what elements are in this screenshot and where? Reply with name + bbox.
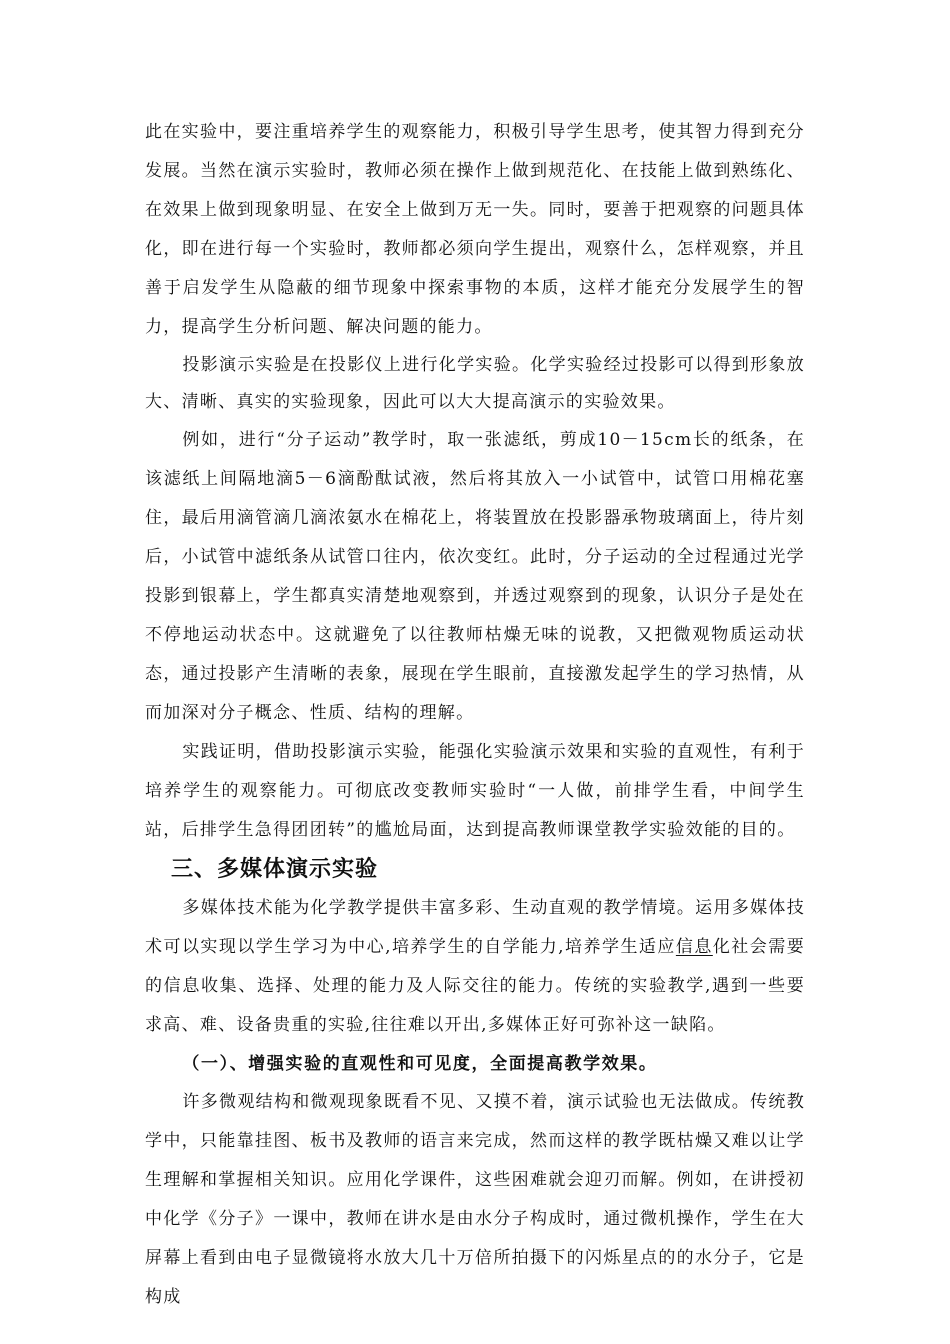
paragraph-multimedia-text-1: 多媒体技术能为化学教学提供丰富多彩、生动直观的教学情境。运用多媒体技术可以实现以学生学习为中心,培养学生的自学能力,培养学生适应 (145, 898, 805, 957)
document-body (145, 113, 805, 1317)
paragraph-multimedia-text-2: 化社会需要的信息收集、选择、处理的能力及人际交往的能力。传统的实验教学,遇到一些要求高、难、设备贵重的实验,往往难以开出,多媒体正好可弥补这一缺陷。 (145, 937, 806, 1035)
paragraph-micro-structures: 许多微观结构和微观现象既看不见、又摸不着，演示试验也无法做成。传统教学中，只能靠挂图、板书及教师的语言来完成，然而这样的教学既枯燥又难以让学生理解和掌握相关知识。应用化学课件，这些困难就会迎刃而解。例如，在讲授初中化学《分子》一课中，教师在讲水是由水分子构成时，通过微机操作，学生在大屏幕上看到由电子显微镜将水放大几十万倍所拍摄下的闪烁星点的的水分子，它是构成 (145, 1092, 805, 1307)
underlined-term-link[interactable]: 信息 (675, 937, 713, 957)
subsection-heading-visibility: （一）、增强实验的直观性和可见度，全面提高教学效果。 (182, 1054, 658, 1074)
section-heading-multimedia: 三、多媒体演示实验 (171, 857, 379, 882)
paragraph-practice-proves: 实践证明，借助投影演示实验，能强化实验演示效果和实验的直观性，有利于培养学生的观察能力。可彻底改变教师实验时“一人做，前排学生看，中间学生站，后排学生急得团团转”的尴尬局面，达到提高教师课堂教学实验效能的目的。 (145, 742, 805, 840)
paragraph-molecular-motion-example: 例如，进行“分子运动”教学时，取一张滤纸，剪成10－15cm长的纸条，在该滤纸上间隔地滴5－6滴酚酞试液，然后将其放入一小试管中，试管口用棉花塞住，最后用滴管滴几滴浓氨水在棉花上，将装置放在投影器承物玻璃面上，待片刻后，小试管中滤纸条从试管口往内，依次变红。此时，分子运动的全过程通过光学投影到银幕上，学生都真实清楚地观察到，并透过观察到的现象，认识分子是处在不停地运动状态中。这就避免了以往教师枯燥无味的说教，又把微观物质运动状态，通过投影产生清晰的表象，展现在学生眼前，直接激发起学生的学习热情，从而加深对分子概念、性质、结构的理解。 (145, 430, 805, 723)
paragraph-multimedia-intro (145, 889, 805, 1045)
paragraph-observation-ability: 此在实验中，要注重培养学生的观察能力，积极引导学生思考，使其智力得到充分发展。当然在演示实验时，教师必须在操作上做到规范化、在技能上做到熟练化、在效果上做到现象明显、在安全上做到万无一失。同时，要善于把观察的问题具体化，即在进行每一个实验时，教师都必须向学生提出，观察什么，怎样观察，并且善于启发学生从隐蔽的细节现象中探索事物的本质，这样才能充分发展学生的智力，提高学生分析问题、解决问题的能力。 (145, 122, 805, 337)
paragraph-projection-intro: 投影演示实验是在投影仪上进行化学实验。化学实验经过投影可以得到形象放大、清晰、真实的实验现象，因此可以大大提高演示的实验效果。 (145, 355, 805, 412)
